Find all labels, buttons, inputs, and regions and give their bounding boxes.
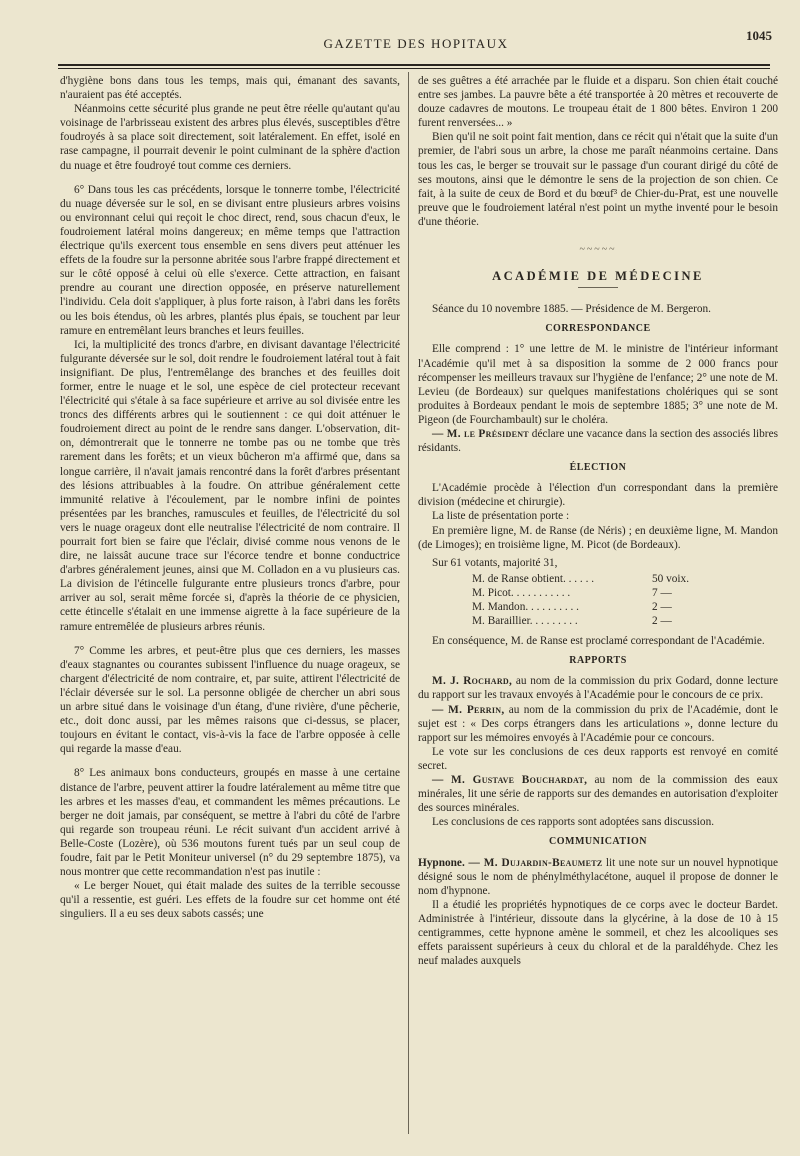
paragraph: Ici, la multiplicité des troncs d'arbre, en divisant davantage l'électricité fulgurante déversée sur le sol, doit rendre le foudroiement latéral tout à fait insignifiant. De plus, l'entremêlange des branches et des feuilles doit former, entre le nuage et le sol, une espèce de ciel protecteur recevant l'électricité qui s'étale à sa face supérieure et arrive au sol divisée entre les troncs des différents arbres qui le soutiennent : ce qui doit atténuer le foudroiement direct au point de le rendre sans danger. L'observation, dit-on, démontrerait que le tonnerre ne tombe pas ou ne tombe que très rarement dans les forêts; et un vieux bûcheron m'a affirmé que, dans sa longue carrière, il n'avait jamais rencontré dans la forêt d'arbres présentant des lésions attribuables à la foudre. On attribue généralement cette immunité relative à l'écoulement, par le nombre infini de pointes présentées par les branches, ramuscules et feuilles, de l'électricité du sol vers le nuage orageux dont elle neutralise l'électricité de nom contraire. Il pourrait fort bien se faire que l'éclair, divisé comme nous venons de le dire, ne laissât aucune trace sur l'écorce tendre et bonne conductrice d'arbres généralement jeunes, ainsi que M. Colladon en a vu plusieurs cas. La division de l'étincelle fulgurante entre plusieurs troncs d'arbre, pour arriver au sol, serait même forcée si, d'après la théorie de ce physicien, cette étincelle s'étalait en une immense aigrette à la face supérieure de la ramure entremêlée de plusieurs arbres réunis. [60, 338, 400, 633]
section-separator: ~~~~~ [579, 244, 617, 256]
paragraph: Le vote sur les conclusions de ces deux rapports est renvoyé en comité secret. [418, 745, 778, 772]
academy-title: ACADÉMIE DE MÉDECINE [492, 269, 704, 284]
speaker-name: — M. Gustave Bouchardat, [432, 774, 588, 787]
votes-intro: Sur 61 votants, majorité 31, [432, 556, 558, 569]
vote-row: M. de Ranse obtient. . . . . . 50 voix. [472, 572, 690, 585]
paragraph: de ses guêtres a été arrachée par le fluide et a disparu. Son chien était couché entre ses jambes. La pauvre bête a été transportée à 20 mètres et recouverte de douze cadavres de moutons. Le troupeau était de 1 800 bêtes. Environ 1 200 furent renversées... » [418, 75, 778, 130]
paragraph: M. J. Rochard, au nom de la commission du prix Godard, donne lecture du rapport sur les travaux envoyés à l'Académie pour le concours de ce prix. [418, 675, 778, 702]
paragraph: Elle comprend : 1° une lettre de M. le ministre de l'intérieur informant l'Académie qu'il met à sa disposition la somme de 2 000 francs pour récompenser les meilleurs travaux sur l'hygiène de l'enfance; 2° une note de M. Levieu (de Bordeaux) sur quelques manifestations cholériques qui se sont produites à Bordeaux pendant le mois de septembre 1885; 3° une note de M. Pigeon (de Fourchambault) sur le choléra. [418, 343, 778, 426]
paragraph: La liste de présentation porte : [432, 510, 570, 523]
communication-heading: COMMUNICATION [549, 836, 647, 848]
paragraph: 6° Dans tous les cas précédents, lorsque le tonnerre tombe, l'électricité du nuage déversée sur le sol, en se divisant entre plusieurs arbres voisins ou environnant celui qui reçoit le choc direct, rend, sous chacun d'eux, le foudroiement latéral moins dangereux; en même temps que l'attraction électrique qu'ils exercent tous ensemble en sens divers peut atténuer les effets de la foudre sur la personne abritée sous l'arbre frappé directement et sur le côté opposé à celui où elle s'exerce. Cette attraction, en faisant prendre au courant une direction opposée, en préserve naturellement l'individu. Cela doit s'appliquer, à plus forte raison, à l'abri dans les forêts ou les bois étendus, où les arbres, plantés plus épais, se touchent par leur ramure en entremêlant leurs branches et leurs feuilles. [60, 183, 400, 337]
vote-row: M. Mandon. . . . . . . . . . 2 — [472, 601, 672, 613]
header-rule-thin [58, 68, 770, 69]
header-rule-thick [58, 64, 770, 66]
paragraph: L'Académie procède à l'élection d'un correspondant dans la première division (médecine et chirurgie). [418, 482, 778, 509]
reports-heading: RAPPORTS [569, 655, 627, 667]
speaker-name: — M. le Président [432, 427, 529, 440]
paragraph: 7° Comme les arbres, et peut-être plus que ces derniers, les masses d'eaux stagnantes ou courantes subissent l'influence du nuage orageux, se chargent d'électricité de nom contraire, et, par suite, attirent l'électricité de l'éclair déversée sur le sol. La personne obligée de chercher un abri sous un arbre situé dans le voisinage d'un étang, d'une rivière, d'une pêcherie, etc., doit donc aussi, par les mêmes raisons que ci-dessus, se placer, toujours en évitant le contact, vis-à-vis la face de l'arbre opposée à celle qui regarde la masse d'eau. [60, 644, 400, 756]
vote-row: M. Picot. . . . . . . . . . . 7 — [472, 586, 672, 599]
paragraph: En première ligne, M. de Ranse (de Néris) ; en deuxième ligne, M. Mandon (de Limoges); en troisième ligne, M. Picot (de Bordeaux). [418, 524, 778, 551]
journal-title: GAZETTE DES HOPITAUX [323, 36, 509, 51]
speaker-name: M. J. Rochard, [432, 675, 513, 688]
speaker-name: — M. Perrin, [432, 703, 505, 716]
paragraph: Les conclusions de ces rapports sont adoptées sans discussion. [432, 816, 715, 829]
column-divider [408, 72, 409, 1134]
topic-lead: Hypnone. [418, 856, 465, 869]
paragraph: — M. le Président déclare une vacance dans la section des associés libres résidants. [418, 427, 778, 455]
paragraph: « Le berger Nouet, qui était malade des suites de la terrible secousse qu'il a ressentie, est guéri. Les effets de la foudre sur cet homme ont été singuliers. Il a eu ses deux sabots cassés; une [60, 880, 400, 921]
title-rule [578, 287, 618, 288]
paragraph: Néanmoins cette sécurité plus grande ne peut être réelle qu'autant qu'au voisinage de l'arbrisseau existent des arbres plus élevés, susceptibles d'être foudroyés à sa place soit directement, soit latéralement. En effet, isolé en rase campagne, il pourrait devenir le point culminant de la sphère d'action du nuage et être foudroyé tout comme ces derniers. [60, 103, 400, 172]
paragraph: — M. Perrin, au nom de la commission du prix de l'Académie, dont le sujet est : « Des corps étrangers dans les articulations », donne lecture du rapport sur les mémoires envoyés à l'Académie pour ce concours. [418, 703, 778, 744]
left-column [60, 74, 400, 1136]
paragraph: 8° Les animaux bons conducteurs, groupés en masse à une certaine distance de l'arbre, peuvent attirer la foudre latéralement au même titre que les arbres et les masses d'eau, et commandent les mêmes précautions. Le berger ne doit jamais, par conséquent, se mettre à l'abri du côté de l'arbre qui regarde son troupeau réuni. Le récit suivant d'un accident arrivé à Belle-Coste (Lozère), où 536 moutons furent tués par un seul coup de foudre, fait par le Petit Moniteur universel (n° du 29 septembre 1875), va nous montrer que cette recommandation n'est pas inutile : [60, 767, 400, 879]
paragraph: d'hygiène bons dans tous les temps, mais qui, émanant des savants, n'auraient pas été acceptés. [60, 75, 400, 102]
vote-row: M. Baraillier. . . . . . . . . 2 — [472, 615, 672, 628]
paragraph: En conséquence, M. de Ranse est proclamé correspondant de l'Académie. [432, 635, 765, 648]
session-line: Séance du 10 novembre 1885. — Présidence de M. Bergeron. [432, 303, 712, 316]
page-header [60, 28, 772, 68]
speaker-name: — M. Dujardin-Beaumetz [464, 856, 603, 869]
correspondence-heading: CORRESPONDANCE [545, 323, 651, 335]
vote-table [472, 572, 778, 628]
paragraph: Il a étudié les propriétés hypnotiques de ce corps avec le docteur Bardet. Administrée à l'intérieur, dissoute dans la glycérine, à la dose de 10 à 15 centigrammes, cette hypnone amène le sommeil, et chez les alcooliques ses effets paraissent supérieurs à ceux du chloral et de la paraldéhyde. Chez les neuf malades auxquels [418, 898, 778, 968]
paragraph: Bien qu'il ne soit point fait mention, dans ce récit qui n'était que la suite d'un premier, de l'abri sous un arbre, la chose me paraît néanmoins certaine. Dans tous les cas, le berger se trouvait sur le passage d'un courant dirigé du côté de ses moutons, ainsi que le démontre le sens de la projection de son chien. Ce fait, à la suite de ceux de Bord et du bœuf³ de Chier-du-Prat, est une nouvelle preuve que le foudroiement latéral n'est point un mythe inventé pour le besoin d'une théorie. [418, 131, 778, 228]
right-column [418, 74, 778, 1136]
paragraph: — M. Gustave Bouchardat, au nom de la commission des eaux minérales, lit une série de rapports sur des demandes en autorisation d'exploiter des sources minérales. [418, 774, 778, 815]
election-heading: ÉLECTION [569, 462, 627, 474]
page-number: 1045 [746, 28, 772, 43]
paragraph: Hypnone. — M. Dujardin-Beaumetz lit une note sur un nouvel hypnotique désigné sous le nom de phénylméthylacétone, auquel il propose de donner le nom d'hypnone. [418, 856, 778, 897]
